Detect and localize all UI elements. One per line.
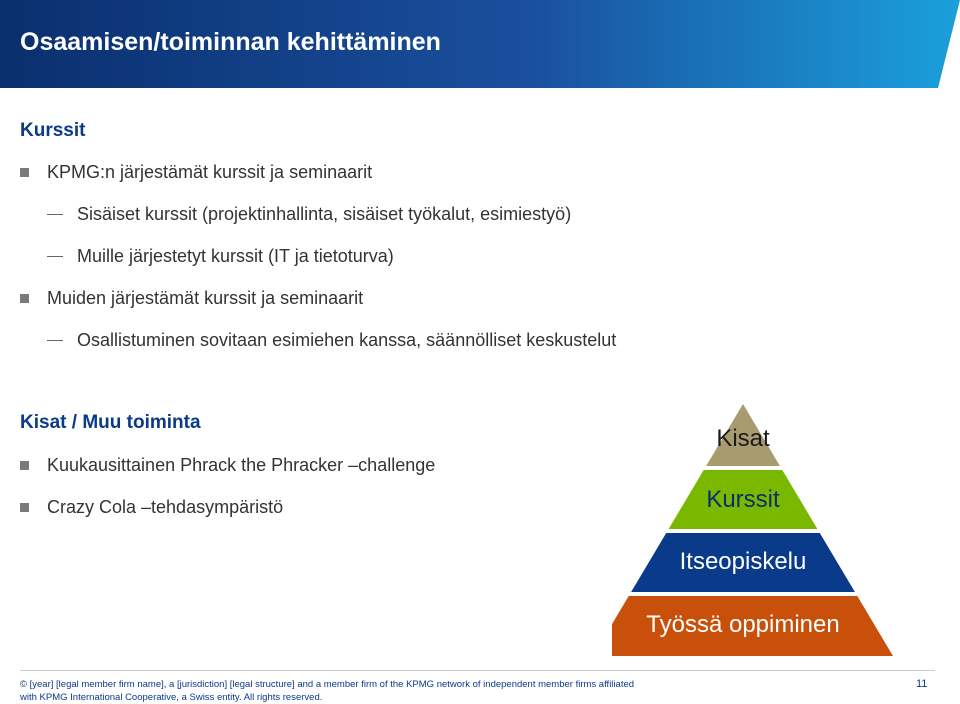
heading-separator: /	[66, 412, 83, 433]
section-heading-kisat	[20, 412, 201, 434]
pyramid-label-kurssit: Kurssit	[706, 486, 780, 513]
footer-divider	[20, 670, 935, 671]
dash-bullet-icon	[47, 214, 63, 215]
heading-part-muu: Muu toiminta	[82, 412, 201, 433]
list-item	[20, 455, 435, 476]
section-heading-kurssit: Kurssit	[20, 120, 86, 141]
list-item-text: Muille järjestetyt kurssit (IT ja tietoturva)	[77, 246, 394, 266]
pyramid-label-itseopiskelu: Itseopiskelu	[679, 548, 807, 575]
square-bullet-icon	[20, 294, 29, 303]
footer-line-1: © [year] [legal member firm name], a [jurisdiction] [legal structure] and a member firm of the KPMG network of independent member firms affiliated	[20, 679, 635, 690]
list-item	[47, 204, 571, 225]
list-item	[47, 246, 394, 267]
list-item-text: Sisäiset kurssit (projektinhallinta, sisäiset työkalut, esimiestyö)	[77, 204, 572, 224]
dash-bullet-icon	[47, 340, 63, 341]
list-item-text: Muiden järjestämät kurssit ja seminaarit	[47, 288, 364, 308]
square-bullet-icon	[20, 168, 29, 177]
square-bullet-icon	[20, 461, 29, 470]
list-item	[20, 497, 283, 518]
list-item-text: Crazy Cola –tehdasympäristö	[47, 497, 284, 517]
dash-bullet-icon	[47, 256, 63, 257]
page-number: 11	[916, 678, 928, 690]
pyramid-label-tyossa-oppiminen: Työssä oppiminen	[646, 611, 840, 638]
footer-copyright	[20, 678, 720, 704]
list-item-text: KPMG:n järjestämät kurssit ja seminaarit	[47, 162, 373, 182]
square-bullet-icon	[20, 503, 29, 512]
page-title: Osaamisen/toiminnan kehittäminen	[20, 28, 441, 56]
pyramid-label-kisat: Kisat	[716, 425, 770, 452]
heading-part-kisat: Kisat	[20, 412, 67, 433]
footer-line-2: with KPMG International Cooperative, a Swiss entity. All rights reserved.	[20, 692, 323, 703]
header-band	[0, 0, 960, 88]
list-item-text: Osallistuminen sovitaan esimiehen kanssa, säännölliset keskustelut	[77, 330, 617, 350]
list-item	[20, 288, 363, 309]
list-item-text: Kuukausittainen Phrack the Phracker –challenge	[47, 455, 436, 475]
learning-pyramid	[612, 404, 916, 656]
list-item	[47, 330, 616, 351]
list-item	[20, 162, 372, 183]
